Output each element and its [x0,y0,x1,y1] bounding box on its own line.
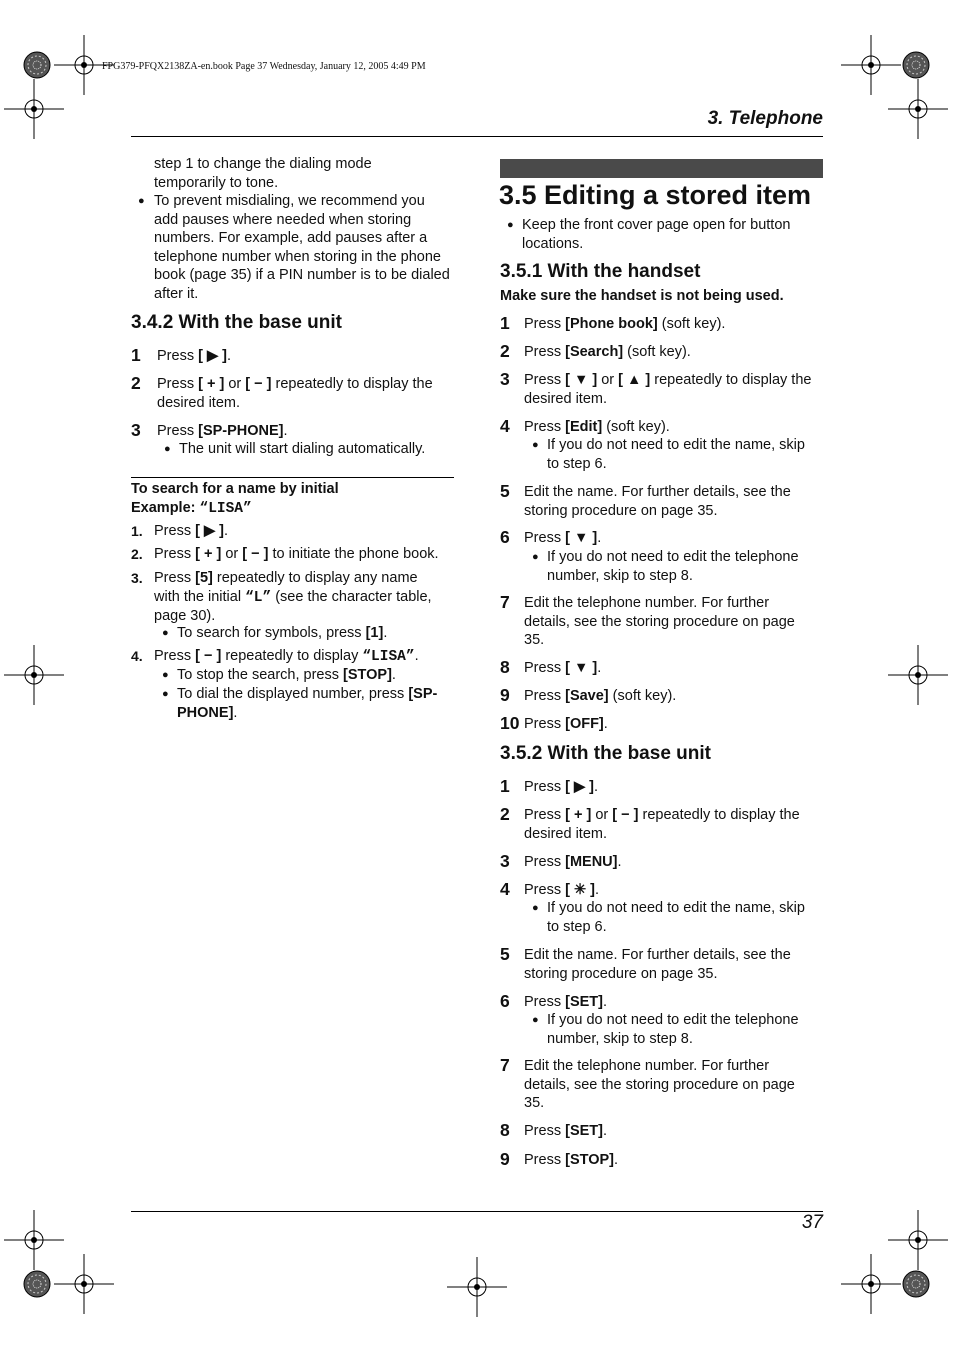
step-text: Edit the telephone number. For further details, see the storing procedure on page 35. [524,595,795,648]
up-key-icon: [ ▲ ] [618,372,651,388]
step-text: Press [Phone book] (soft key). [524,316,726,332]
step-note: The unit will start dialing automatically. [179,441,426,457]
step-note: If you do not need to edit the name, skip to step 6. [547,437,805,472]
section-bar [500,159,823,178]
chapter-title: 3. Telephone [707,108,823,129]
step-text: Press [STOP]. [524,1152,619,1168]
set-key: [SET] [565,994,603,1010]
edit-key: [Edit] [565,419,603,435]
step-number: 3 [500,369,510,389]
search-step-text: Press [ ▶ ]. [154,523,229,539]
step-number: 10 [500,713,520,733]
step-text: Edit the telephone number. For further details, see the storing procedure on page 35. [524,1058,795,1111]
step-text: Press [SET]. [524,1123,607,1139]
plus-key-icon: [ + ] [198,376,225,392]
step-text: Press [ ▶ ]. [157,348,232,364]
step-number: 3 [500,851,510,871]
starburst-mark-bottom-right [903,1271,929,1297]
down-key-icon: [ ▼ ] [565,372,598,388]
crosshair-mark-bottom-left [54,1254,114,1314]
footer-rule [131,1211,823,1212]
bullet-icon: ● [162,669,169,681]
step-text: Press [SP-PHONE]. [157,423,288,439]
search-step-number: 3. [131,570,143,586]
minus-key-icon: [ − ] [245,376,272,392]
step-number: 2 [500,804,510,824]
step-text: Press [ ▼ ] or [ ▲ ] repeatedly to display the desired item. [524,372,812,407]
step-number: 5 [500,944,510,964]
search-heading: To search for a name by initial [131,481,339,497]
step-number: 3 [131,420,141,440]
starburst-mark-top-right [903,52,929,78]
step-text: Press [ ▼ ]. [524,530,602,546]
bullet-icon: ● [162,627,169,639]
crosshair-mark-right-upper [888,79,948,139]
bullet-icon: ● [532,439,539,451]
step-text: Press [ ✳ ]. [524,882,600,898]
crosshair-mark-right-lower [888,1210,948,1270]
right-key-icon: [ ▶ ] [198,348,227,364]
sp-phone-key: [SP-PHONE] [198,423,284,439]
crosshair-mark-bottom-right [841,1254,901,1314]
save-key: [Save] [565,688,609,704]
step-number: 1 [131,345,141,365]
bullet-icon: ● [532,551,539,563]
header-rule [131,136,823,137]
search-step-note: To search for symbols, press [1]. [177,625,388,641]
step-text: Press [ + ] or [ − ] repeatedly to display the desired item. [524,807,800,842]
search-step-note: To stop the search, press [STOP]. [177,667,396,683]
step-number: 8 [500,657,510,677]
search-step-number: 1. [131,523,143,539]
step-note: If you do not need to edit the name, skip to step 6. [547,900,805,935]
section-heading-3-5-1: 3.5.1 With the handset [500,261,701,282]
step-number: 4 [500,879,510,899]
step-number: 1 [500,776,510,796]
step-number: 6 [500,527,510,547]
bullet-icon: ● [532,1014,539,1026]
step-number: 2 [500,341,510,361]
search-step-number: 4. [131,648,143,664]
search-step-note: To dial the displayed number, press [SP- PHONE]. [177,686,438,721]
handset-note: Make sure the handset is not being used. [500,288,784,304]
search-step-text: Press [ + ] or [ − ] to initiate the phone book. [154,546,439,562]
step-number: 7 [500,1055,510,1075]
bullet-icon: ● [162,688,169,700]
step-note: If you do not need to edit the telephone number, skip to step 8. [547,549,799,584]
crosshair-mark-left-upper [4,79,64,139]
intro-continuation: step 1 to change the dialing mode temporarily to tone. [154,156,372,191]
crosshair-mark-top-right [841,35,901,95]
page-number: 37 [801,1212,823,1233]
section-heading-3-4-2: 3.4.2 With the base unit [131,312,342,333]
menu-key: [MENU] [565,854,618,870]
page-section-title: 3.5 Editing a stored item [499,180,812,210]
starburst-mark-bottom-left [24,1271,50,1297]
step-number: 9 [500,685,510,705]
step-number: 6 [500,991,510,1011]
step-note: If you do not need to edit the telephone number, skip to step 8. [547,1012,799,1047]
stop-key: [STOP] [565,1152,614,1168]
file-info: FPG379-PFQX2138ZA-en.book Page 37 Wednesday, January 12, 2005 4:49 PM [102,61,426,72]
crosshair-mark-bottom-center [447,1257,507,1317]
crosshair-mark-right-middle [888,645,948,705]
step-text: Press [Save] (soft key). [524,688,677,704]
step-number: 2 [131,373,141,393]
step-text: Edit the name. For further details, see the storing procedure on page 35. [524,947,791,982]
step-text: Press [Search] (soft key). [524,344,691,360]
phone-book-key: [Phone book] [565,316,658,332]
bullet-icon: ● [532,902,539,914]
starburst-mark-top-left [24,52,50,78]
step-number: 8 [500,1120,510,1140]
step-number: 7 [500,592,510,612]
bullet-icon: ● [507,219,514,231]
step-text: Press [MENU]. [524,854,622,870]
step-number: 9 [500,1149,510,1169]
star-key-icon: [ ✳ ] [565,882,595,898]
crosshair-mark-left-middle [4,645,64,705]
section-heading-3-5-2: 3.5.2 With the base unit [500,743,711,764]
step-text: Press [OFF]. [524,716,608,732]
crosshair-mark-left-lower [4,1210,64,1270]
step-text: Press [ + ] or [ − ] repeatedly to display the desired item. [157,376,433,411]
step-text: Edit the name. For further details, see the storing procedure on page 35. [524,484,791,519]
misdialing-note: To prevent misdialing, we recommend you add pauses where needed when storing numbers. For example, add pauses after a telephone number when storing in the phone book (page 35) if a PIN number is to be dialed after it. [154,193,450,302]
step-text: Press [SET]. [524,994,607,1010]
step-text: Press [Edit] (soft key). [524,419,670,435]
example-line: Example: “LISA” [131,500,252,517]
bullet-icon: ● [164,443,171,455]
search-step-text: Press [5] repeatedly to display any name with the initial “L” (see the character table, page 30). [154,570,432,624]
intro-note: Keep the front cover page open for button locations. [522,217,791,252]
step-number: 4 [500,416,510,436]
search-key: [Search] [565,344,624,360]
search-step-number: 2. [131,546,143,562]
off-key: [OFF] [565,716,604,732]
step-number: 5 [500,481,510,501]
step-number: 1 [500,313,510,333]
section-rule [131,477,454,478]
step-text: Press [ ▶ ]. [524,779,599,795]
step-text: Press [ ▼ ]. [524,660,602,676]
bullet-icon: ● [138,195,145,207]
search-step-text: Press [ − ] repeatedly to display “LISA”. [154,648,419,665]
